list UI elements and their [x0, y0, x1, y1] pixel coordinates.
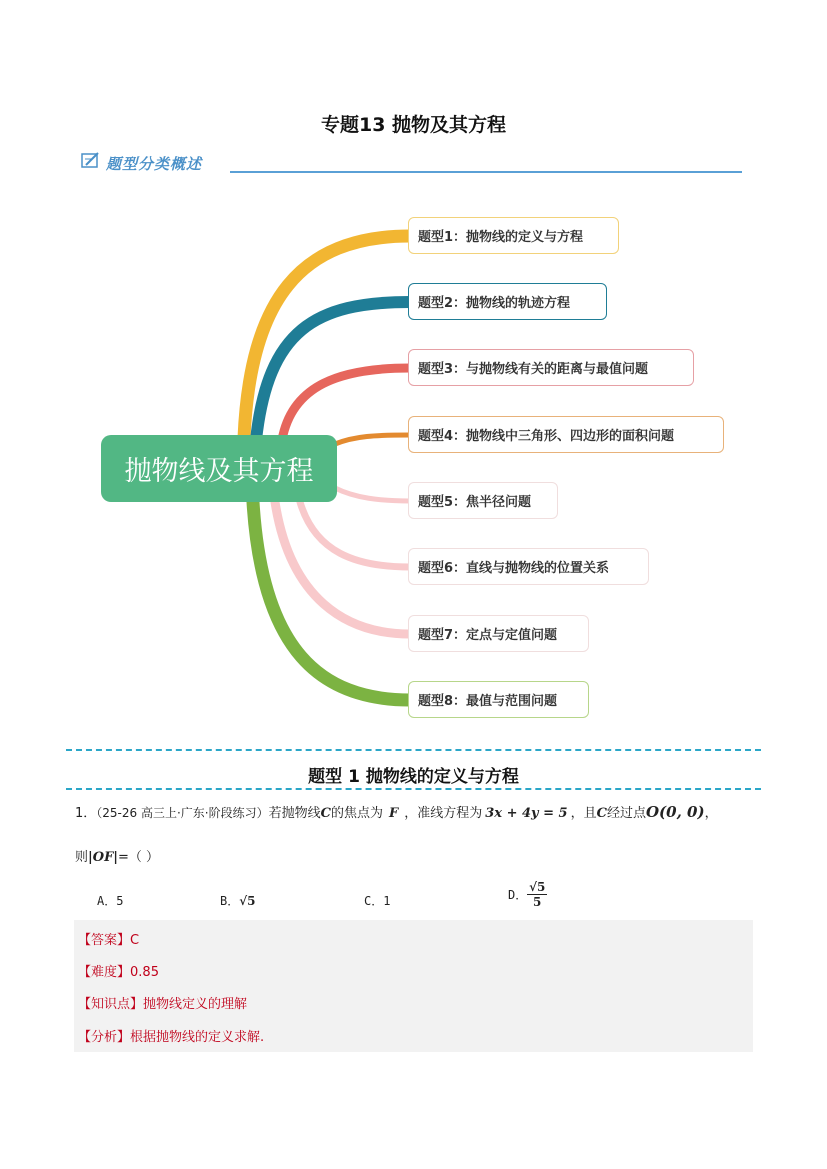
branch-8	[253, 502, 410, 700]
difficulty-value: 0.85	[130, 965, 159, 980]
option-value: 1	[383, 894, 391, 908]
branch-1	[244, 236, 410, 438]
mindmap-node-7: 题型7：定点与定值问题	[408, 615, 589, 652]
option-value: √5	[239, 894, 256, 908]
mindmap-central-node: 抛物线及其方程	[101, 435, 337, 502]
question-1-line-2	[75, 846, 159, 865]
mindmap-node-6: 题型6：直线与抛物线的位置关系	[408, 548, 649, 585]
math-var: C	[320, 806, 331, 821]
fraction-denominator: 5	[533, 895, 542, 909]
branch-4	[335, 435, 410, 444]
option-d	[508, 880, 547, 909]
mindmap-node-8: 题型8：最值与范围问题	[408, 681, 589, 718]
question-text: ，且	[570, 806, 597, 821]
answer-label: 【答案】	[78, 933, 131, 948]
knowledge-value: 抛物线定义的理解	[143, 997, 248, 1012]
document-title: 专题13 抛物及其方程	[320, 114, 507, 136]
fraction	[527, 880, 547, 909]
branch-5	[335, 488, 410, 501]
mindmap-node-2: 题型2：抛物线的轨迹方程	[408, 283, 607, 320]
option-c	[364, 892, 390, 909]
math-var: F	[389, 806, 399, 821]
knowledge-label: 【知识点】	[78, 997, 144, 1012]
branch-3	[282, 368, 410, 440]
analysis-row	[78, 1026, 264, 1045]
question-number: 1．	[75, 806, 97, 821]
analysis-value: 根据抛物线的定义求解.	[130, 1030, 265, 1045]
option-a	[97, 892, 123, 909]
math-abs: |OF|	[88, 850, 119, 865]
question-text: =（ ）	[118, 850, 160, 865]
mindmap-node-4: 题型4：抛物线中三角形、四边形的面积问题	[408, 416, 724, 453]
question-source: （25-26 高三上·广东·阶段练习）	[96, 806, 269, 820]
question-text: ，准线方程为	[404, 806, 483, 821]
answer-value: C	[130, 933, 140, 948]
option-key: D．	[508, 888, 528, 902]
section-label-text: 题型分类概述	[106, 154, 203, 173]
knowledge-row	[78, 993, 247, 1012]
mindmap-node-3: 题型3：与抛物线有关的距离与最值问题	[408, 349, 694, 386]
mindmap-node-5: 题型5：焦半径问题	[408, 482, 558, 519]
answer-row	[78, 929, 139, 948]
question-text: 则	[75, 850, 89, 865]
option-value: 5	[116, 894, 124, 908]
fraction-numerator: √5	[529, 880, 546, 894]
mindmap-node-1: 题型1：抛物线的定义与方程	[408, 217, 619, 254]
question-text: ，	[704, 806, 718, 821]
question-1-line-1	[75, 802, 718, 821]
math-var: C	[596, 806, 607, 821]
math-point: O(0, 0)	[645, 803, 705, 821]
option-key: C．	[364, 894, 384, 908]
option-key: A．	[97, 894, 117, 908]
difficulty-label: 【难度】	[78, 965, 131, 980]
math-directrix: 3x + 4y = 5	[485, 806, 568, 821]
question-text: 若抛物线	[268, 806, 321, 821]
difficulty-row	[78, 961, 159, 980]
question-text: 的焦点为	[330, 806, 383, 821]
option-b	[220, 892, 255, 909]
analysis-label: 【分析】	[78, 1030, 131, 1045]
option-key: B．	[220, 894, 240, 908]
dashed-divider-top	[66, 749, 761, 751]
section1-heading: 题型 1 抛物线的定义与方程	[308, 767, 519, 787]
dashed-divider-bottom	[66, 788, 761, 790]
question-text: 经过点	[606, 806, 646, 821]
branch-6	[300, 502, 410, 567]
